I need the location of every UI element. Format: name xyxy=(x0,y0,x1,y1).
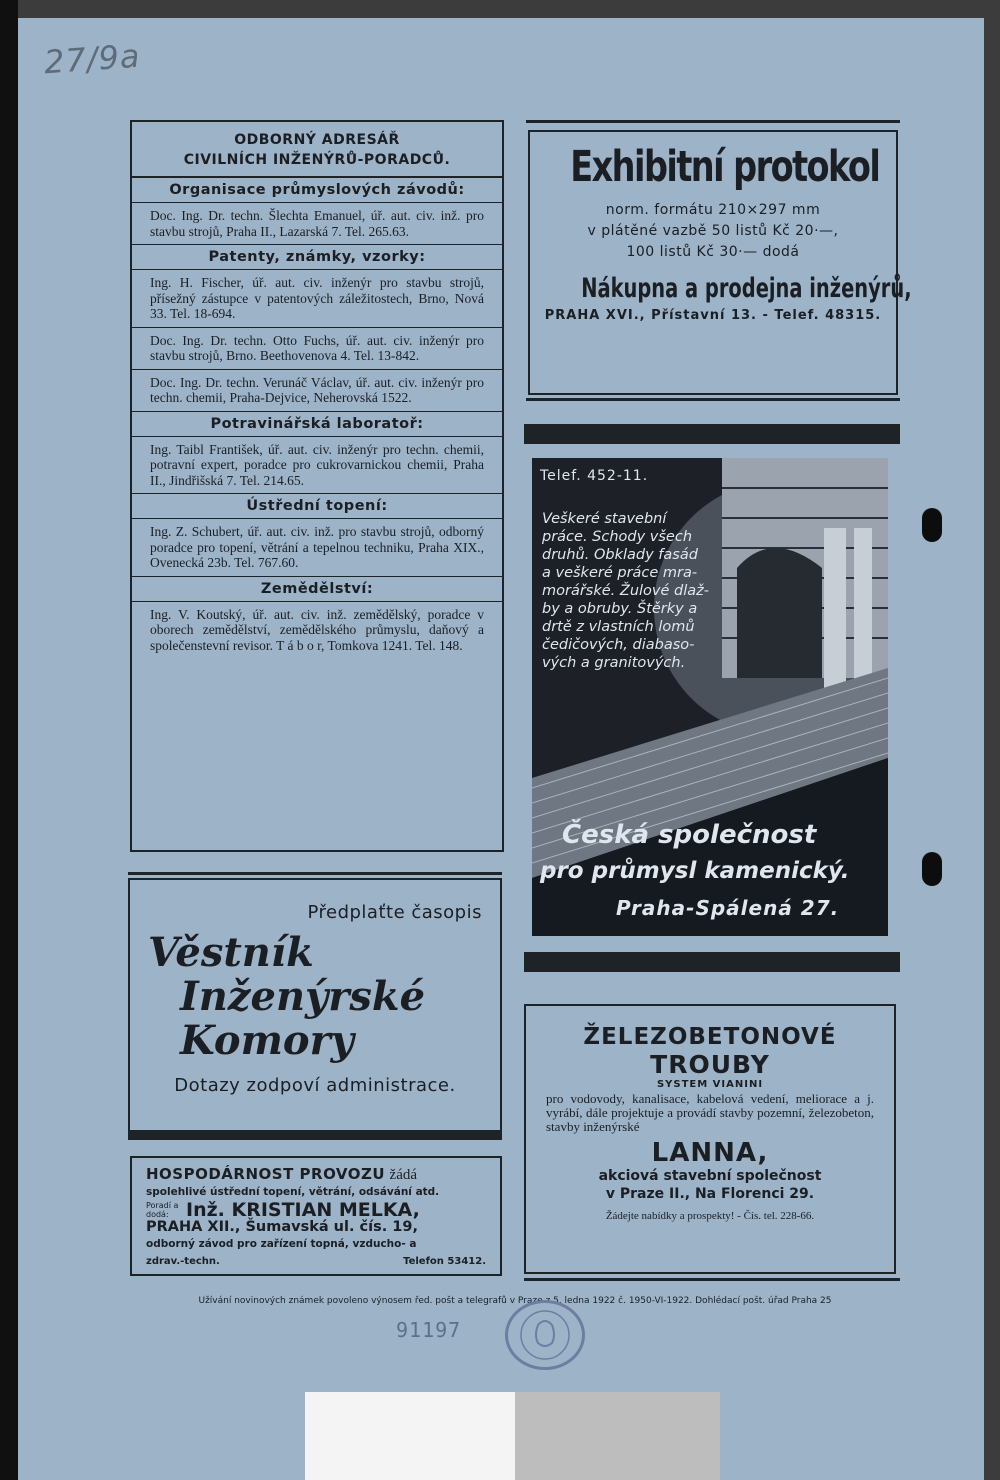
thick-rule xyxy=(524,424,900,444)
vestnik-title3: Komory xyxy=(180,1017,354,1064)
stone-company2: pro průmysl kamenický. xyxy=(540,858,850,884)
exhibit-line2: v plátěné vazbě 50 listů Kč 20·—, xyxy=(587,223,839,239)
stone-company1: Česká společnost xyxy=(562,820,817,850)
directory-entry: Doc. Ing. Dr. techn. Otto Fuchs, úř. aut. civ. inženýr pro stavbu strojů, Brno. Beethovenova 4. Tel. 13-842. xyxy=(132,328,502,370)
section-title: Organisace průmyslových závodů: xyxy=(132,178,502,203)
lanna-firm: LANNA, xyxy=(651,1138,769,1168)
binding-hole xyxy=(922,508,942,542)
melka-line5: odborný závod pro zařízení topná, vzducho- a xyxy=(146,1238,417,1250)
exhibit-protocol-ad xyxy=(528,130,912,395)
lanna-body: pro vodovody, kanalisace, kabelová vedení, meliorace a j. vyrábí, dále projektuje a provádí stavby pozemní, železobeton, stavby inženýrské xyxy=(546,1091,874,1134)
section-title: Zemědělství: xyxy=(132,577,502,602)
melka-name: Inž. KRISTIAN MELKA, xyxy=(186,1198,420,1221)
stone-text-line: čedičových, diabaso- xyxy=(542,637,695,653)
directory-entry: Ing. V. Koutský, úř. aut. civ. inž. zemědělský, poradce v oborech zemědělství, zemědělského průmyslu, daňový a společenstevní revisor. T á b o r, Tomkova 1241. Tel. 148. xyxy=(150,606,484,653)
exhibit-line3: 100 listů Kč 30·— dodá xyxy=(626,244,800,260)
lanna-firm2: akciová stavební společnost xyxy=(598,1168,822,1184)
melka-line6 xyxy=(146,1253,486,1270)
exhibit-address: PRAHA XVI., Přístavní 13. - Telef. 48315. xyxy=(544,308,882,323)
directory-entry: Doc. Ing. Dr. techn. Verunáč Václav, úř. aut. civ. inženýr pro techn. chemii, Praha-Dejvice, Neherovská 1522. xyxy=(132,370,502,412)
postal-footer: Užívání novinových známek povoleno výnosem řed. pošt a telegrafů v Praze z 5. ledna 1922 č. 1950-VI-1922. Dohlédací pošt. úřad Praha 25 xyxy=(198,1296,832,1306)
lanna-address: v Praze II., Na Florenci 29. xyxy=(605,1186,815,1202)
engineers-directory xyxy=(130,120,504,852)
directory-entry: Ing. Z. Schubert, úř. aut. civ. inž. pro stavbu strojů, odborný poradce pro topení, větrání a tepelnou techniku, Praha XIX., Ovenecká 23b. Tel. 767.60. xyxy=(132,519,502,577)
directory-heading-line1: ODBORNÝ ADRESÁŘ xyxy=(234,132,400,148)
seal-emblem-icon xyxy=(508,1303,582,1367)
stone-text xyxy=(542,510,709,672)
rule xyxy=(128,872,502,875)
directory-entry: Ing. H. Fischer, úř. aut. civ. inženýr pro stavbu strojů, přísežný zástupce v patentových záležitostech, Brno, Nová 33. Tel. 18-694. xyxy=(132,270,502,328)
stone-text-line: druhů. Obklady fasád xyxy=(542,547,698,563)
scan-ruler-white xyxy=(305,1392,515,1480)
melka-address: PRAHA XII., Šumavská ul. čís. 19, xyxy=(146,1219,418,1235)
library-seal-stamp xyxy=(505,1300,585,1370)
stone-text-line: práce. Schody všech xyxy=(542,529,693,545)
stone-text-line: Veškeré stavební xyxy=(542,511,667,527)
vestnik-ad xyxy=(128,878,502,1132)
handwritten-note: 27/9a xyxy=(42,36,142,82)
exhibit-title: Exhibitní protokol xyxy=(570,142,880,192)
lanna-title1: ŽELEZOBETONOVÉ xyxy=(583,1024,837,1050)
directory-heading-line2: CIVILNÍCH INŽENÝRŮ-PORADCŮ. xyxy=(183,152,451,168)
vestnik-title2: Inženýrské xyxy=(180,973,426,1020)
stone-text-line: drtě z vlastních lomů xyxy=(542,619,695,635)
stamp-number: 91197 xyxy=(396,1318,462,1342)
exhibit-seller: Nákupna a prodejna inženýrů, xyxy=(581,273,912,304)
thick-rule xyxy=(128,1132,502,1140)
section-title: Potravinářská laboratoř: xyxy=(132,412,502,437)
melka-ad xyxy=(130,1156,502,1276)
lanna-system: SYSTEM VIANINI xyxy=(656,1079,764,1090)
melka-line2: spolehlivé ústřední topení, větrání, odsávání atd. xyxy=(146,1186,440,1198)
melka-line1 xyxy=(146,1166,486,1184)
binding-hole xyxy=(922,852,942,886)
vestnik-title1: Věstník xyxy=(148,929,314,976)
directory-entry: Ing. Taibl František, úř. aut. civ. inženýr pro techn. chemii, potravní expert, poradce pro cukrovarnickou chemii, Praha II., Jindřišská 7. Tel. 214.65. xyxy=(132,437,502,495)
vestnik-pre: Předplaťte časopis xyxy=(307,902,482,923)
vestnik-post: Dotazy zodpoví administrace. xyxy=(174,1075,456,1096)
lanna-ad xyxy=(524,1004,896,1274)
melka-headline-suffix: žádá xyxy=(389,1167,418,1183)
stone-text-line: a veškeré práce mra- xyxy=(542,565,698,581)
melka-line6a: zdrav.-techn. xyxy=(146,1256,220,1267)
lanna-title2: TROUBY xyxy=(650,1050,770,1079)
scan-border xyxy=(0,0,18,1480)
rule xyxy=(526,398,900,401)
section-title: Patenty, známky, vzorky: xyxy=(132,245,502,270)
stone-tel: Telef. 452-11. xyxy=(540,468,649,484)
exhibit-line1: norm. formátu 210×297 mm xyxy=(605,202,821,218)
stone-city: Praha-Spálená 27. xyxy=(616,896,840,920)
directory-heading xyxy=(132,122,502,178)
rule xyxy=(526,120,900,123)
directory-entry: Doc. Ing. Dr. techn. Šlechta Emanuel, úř. aut. civ. inž. pro stavbu strojů, Praha II., Lazarská 7. Tel. 265.63. xyxy=(132,203,502,245)
scan-ruler-grey xyxy=(515,1392,720,1480)
melka-line3 xyxy=(146,1198,486,1221)
stone-company-ad xyxy=(532,458,888,936)
thick-rule xyxy=(524,952,900,972)
melka-headline: HOSPODÁRNOST PROVOZU xyxy=(146,1165,386,1183)
lanna-note: Žádejte nabídky a prospekty! - Čís. tel. 228-66. xyxy=(605,1210,815,1222)
stone-text-line: morářské. Žulové dlaž- xyxy=(542,583,709,599)
rule xyxy=(524,1278,900,1281)
melka-phone: Telefon 53412. xyxy=(403,1256,486,1267)
stone-text-line: vých a granitových. xyxy=(542,655,686,671)
section-title: Ústřední topení: xyxy=(132,494,502,519)
melka-line3-small: Poradí a dodá: xyxy=(146,1201,179,1219)
stone-text-line: by a obruby. Štěrky a xyxy=(542,601,698,617)
